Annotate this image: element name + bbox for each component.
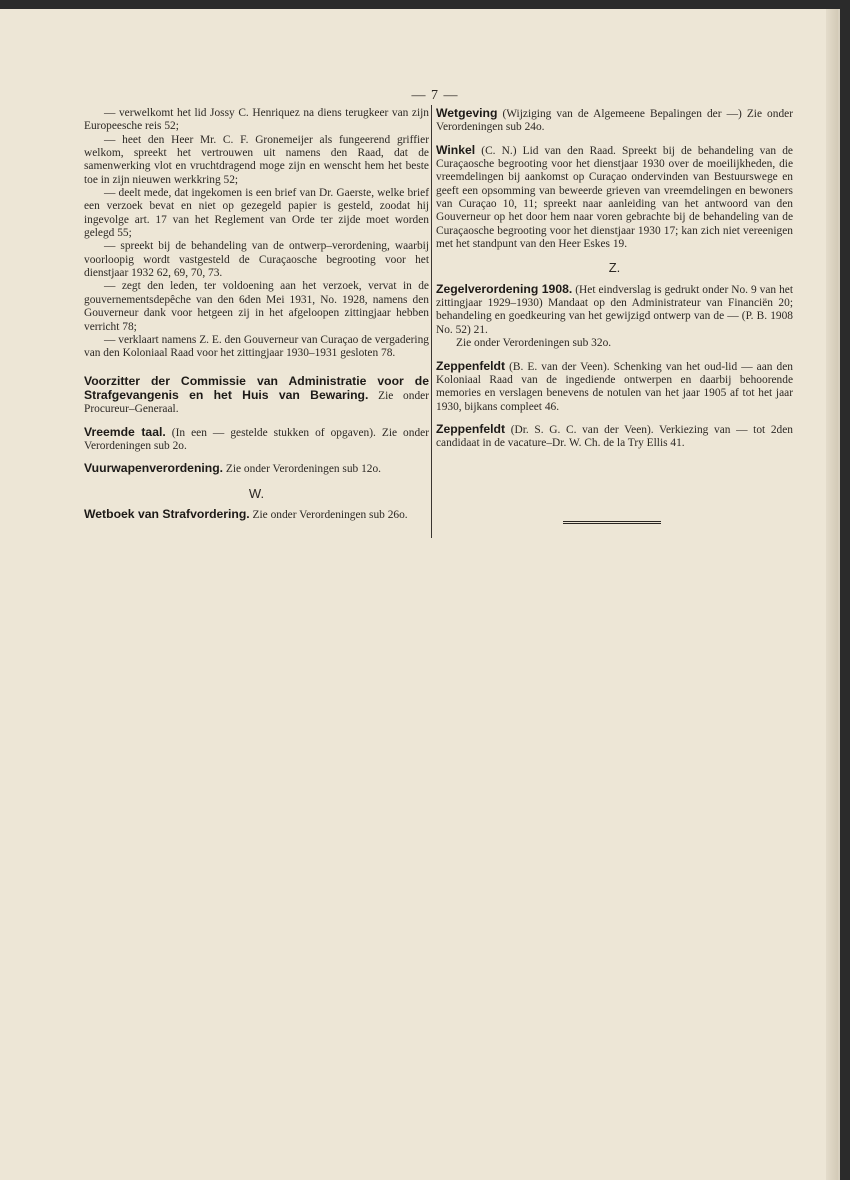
entry-text: (B. E. van der Veen). Schenking van het oud-lid — aan den Koloniaal Raad van de ingediende ontwerpen en daarbij behoorende memories en verslagen benevens de notulen van het jaar 1905 af tot het jaar 1930, bijkans compleet 46. [436, 360, 793, 413]
index-entry [84, 375, 429, 417]
right-column [436, 107, 793, 460]
bullet-item: — spreekt bij de behandeling van de ontwerp–verordening, waarbij voorloopig wordt vastgesteld de Curaçaosche begrooting voor het dienstjaar 1932 62, 69, 70, 73. [84, 240, 429, 280]
bullet-item: — verwelkomt het lid Jossy C. Henriquez na diens terugkeer van zijn Europeesche reis 52; [84, 107, 429, 133]
bullet-item: — deelt mede, dat ingekomen is een brief van Dr. Gaerste, welke brief een verzoek bevat en niet op gezegeld papier is gesteld, zoodat hij ingevolge art. 17 van het Reglement van Orde ter zijde moet worden gelegd 55; [84, 187, 429, 240]
entry-title: Winkel [436, 142, 476, 157]
entry-title: Vreemde taal. [84, 424, 166, 439]
entry-text: Zie onder Verordeningen sub 12o. [223, 463, 382, 476]
page-number: — 7 — [411, 88, 459, 103]
index-entry [436, 283, 793, 337]
bullet-item: — heet den Heer Mr. C. F. Gronemeijer als fungeerend griffier welkom, spreekt het vertrouwen uit namens den Raad, dat de samenwerking vlot en vruchtdragend moge zijn en wenscht hem het beste toe in zijn nieuwen werkkring 52; [84, 133, 429, 186]
index-entry [84, 462, 429, 476]
section-letter-z: Z. [608, 260, 621, 276]
page-edge [826, 9, 838, 1180]
entry-title: Zeppenfeldt [436, 358, 506, 373]
entry-title: Zeppenfeldt [436, 421, 506, 436]
entry-title: Zegelverordening 1908. [436, 281, 573, 296]
column-divider [431, 105, 432, 538]
entry-text: Zie onder Procureur–Generaal. [84, 389, 429, 416]
entry-text: (C. N.) Lid van den Raad. Spreekt bij de behandeling van de Curaçaosche begrooting voor het dienstjaar 1930 over de moeilijkheden, die vreemdelingen bij aankomst op Curaçao ondervinden van Bestuurswege en geeft een opsomming van beweerde grieven van vreemdelingen en bewoners van Curaçao 10, 11; spreekt naar aanleiding van het antwoord van den Gouverneur op het door hem naar voren gebrachte bij de behandeling van de Curaçaosche begrooting voor het dienstjaar 1930 17; kan zich niet vereenigen met het standpunt van den Heer Eskes 19. [436, 144, 793, 251]
entry-text: (Dr. S. G. C. van der Veen). Verkiezing van — tot 2den candidaat in de vacature–Dr. W. Ch. de la Try Ellis 41. [436, 423, 793, 450]
entry-title: Wetgeving [436, 106, 498, 120]
index-entry [436, 107, 793, 135]
index-entry [84, 508, 429, 522]
index-entry [436, 423, 793, 451]
entry-see-also: Zie onder Verordeningen sub 32o. [456, 337, 612, 350]
entry-text: (Wijziging van de Algemeene Bepalingen der —) Zie onder Verordeningen sub 24o. [436, 108, 793, 134]
left-column [84, 107, 429, 531]
index-entry [436, 360, 793, 414]
entry-title: Wetboek van Strafvordering. [84, 506, 250, 521]
entry-text: (Het eindverslag is gedrukt onder No. 9 van het zittingjaar 1929–1930) Mandaat op den Administrateur van Financiën 20; behandeling en goedkeuring van het gewijzigd ontwerp van de — (P. B. 1908 No. 52) 21. [436, 283, 793, 336]
entry-title: Voorzitter der Commissie van Administratie voor de Strafgevangenis en het Huis van Bewaring. [84, 373, 429, 402]
end-rule [563, 521, 661, 524]
bullet-item: — verklaart namens Z. E. den Gouverneur van Curaçao de vergadering van den Koloniaal Raad voor het zittingjaar 1930–1931 gesloten 78. [84, 333, 429, 360]
index-entry [84, 426, 429, 454]
entry-text: (In een — gestelde stukken of opgaven). Zie onder Verordeningen sub 2o. [84, 426, 429, 452]
bullet-item: — zegt den leden, ter voldoening aan het verzoek, vervat in de gouvernementsdepêche van den 6den Mei 1931, No. 1928, namens den Gouverneur dank voor hetgeen zij in het afgeloopen zittingjaar hebben verricht 78; [84, 280, 429, 333]
entry-text: Zie onder Verordeningen sub 26o. [249, 508, 408, 521]
index-entry [436, 144, 793, 252]
entry-title: Vuurwapenverordening. [84, 461, 224, 476]
section-letter-w: W. [248, 485, 265, 501]
